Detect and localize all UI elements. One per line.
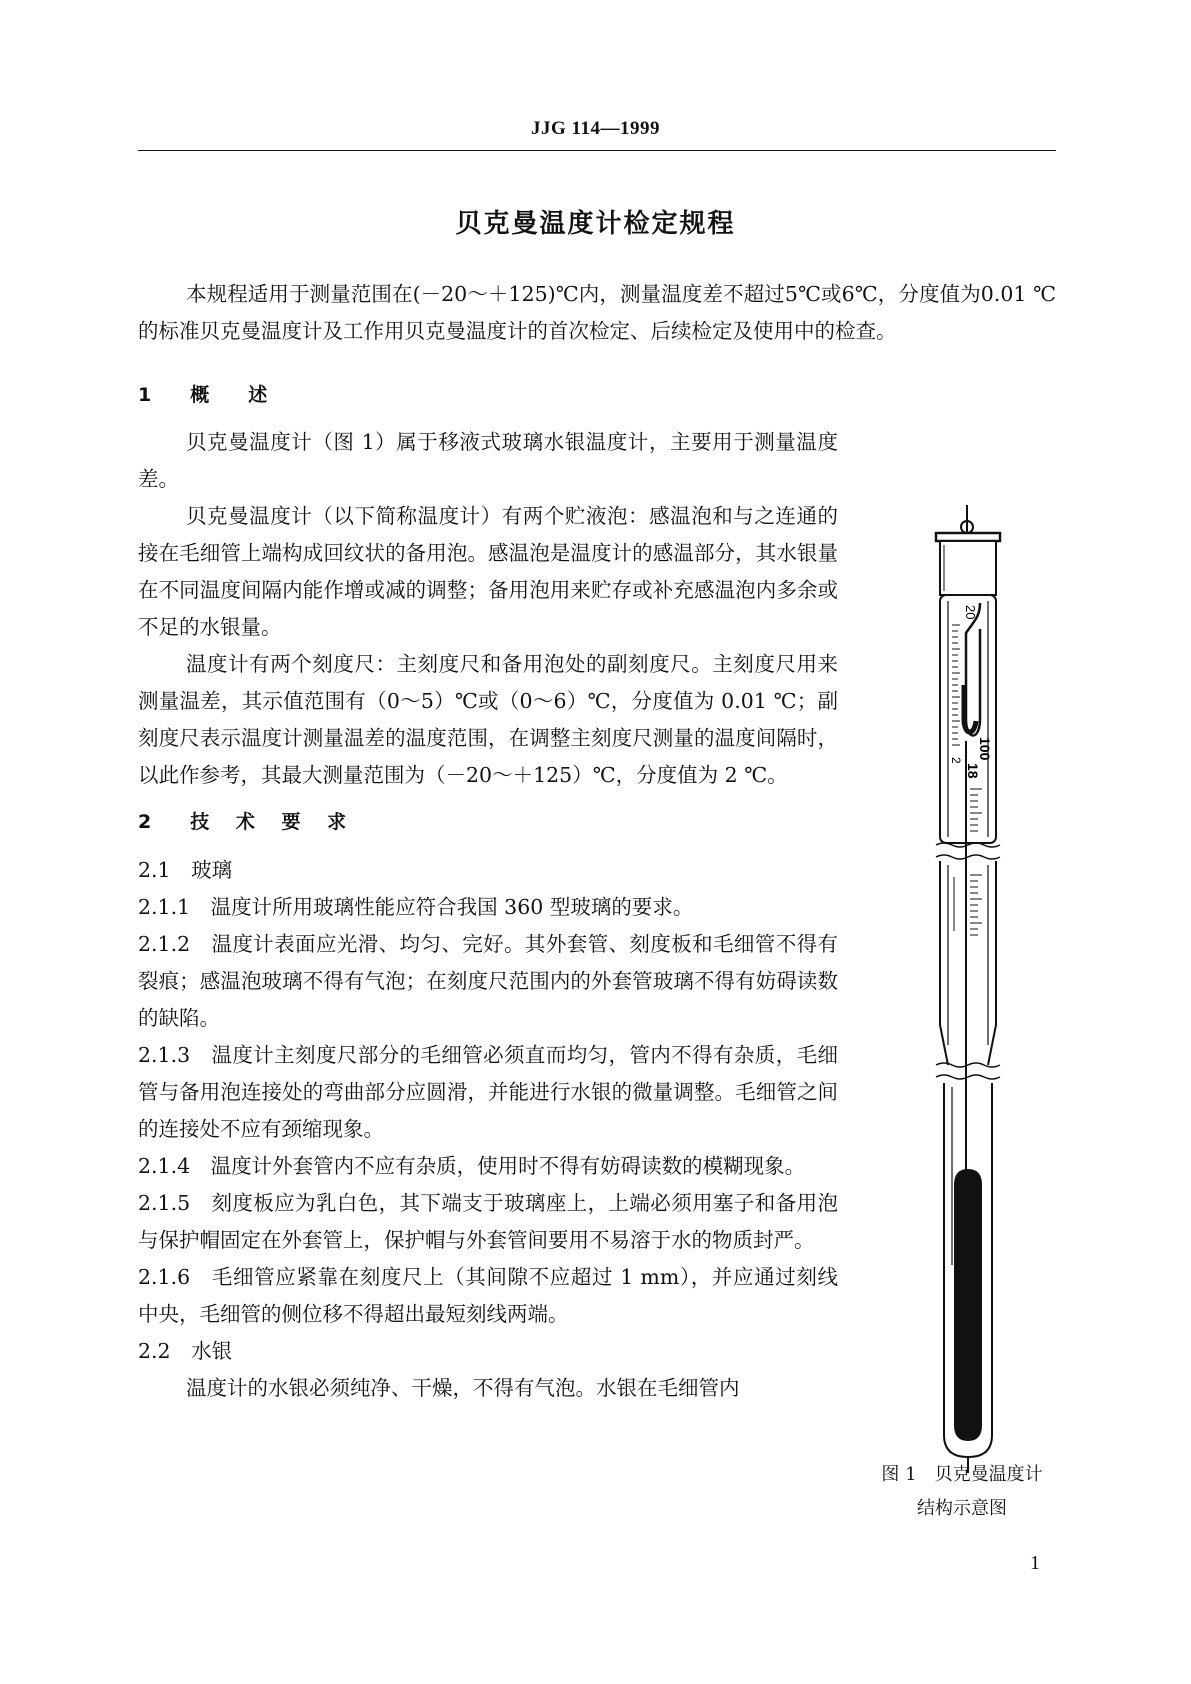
section-1-paragraph: 贝克曼温度计（以下简称温度计）有两个贮液泡：感温泡和与之连通的接在毛细管上端构成回纹状的备用泡。感温泡是温度计的感温部分，其水银量在不同温度间隔内能作增或减的调整；备用泡用来贮存或补充感温泡内多余或不足的水银量。	[138, 504, 838, 639]
section-2-title: 2 技 术 要 求	[138, 811, 357, 833]
outer-jacket-middle	[940, 861, 996, 1065]
protective-cap	[936, 533, 1000, 595]
standard-code: JJG 114—1999	[531, 118, 660, 139]
figure-caption-line2: 结构示意图	[917, 1498, 1007, 1519]
section-1-title: 1 概 述	[138, 384, 278, 406]
clause-2-1-4: 2.1.4 温度计外套管内不应有杂质，使用时不得有妨碍读数的模糊现象。	[138, 1154, 806, 1178]
clause-2-1-6: 2.1.6 毛细管应紧靠在刻度尺上（其间隙不应超过 1 mm），并应通过刻线中央，毛细管的侧位移不得超出最短刻线两端。	[138, 1265, 838, 1326]
clause-2-1-3: 2.1.3 温度计主刻度尺部分的毛细管必须直而均匀，管内不得有杂质，毛细管与备用泡连接处的弯曲部分应圆滑，并能进行水银的微量调整。毛细管之间的连接处不应有颈缩现象。	[138, 1043, 838, 1141]
clause-2-1-2: 2.1.2 温度计表面应光滑、均匀、完好。其外套管、刻度板和毛细管不得有裂痕；感温泡玻璃不得有气泡；在刻度尺范围内的外套管玻璃不得有妨碍读数的缺陷。	[138, 932, 838, 1030]
section-1-body	[138, 424, 838, 794]
scale-label-low-b: 2	[949, 757, 963, 764]
intro-paragraph: 本规程适用于测量范围在(－20～＋125)℃内，测量温度差不超过5℃或6℃，分度值为0.01 ℃的标准贝克曼温度计及工作用贝克曼温度计的首次检定、后续检定及使用中的检查。	[138, 282, 1056, 343]
beckmann-thermometer-figure	[900, 505, 1030, 1473]
section-1-paragraph: 温度计有两个刻度尺：主刻度尺和备用泡处的副刻度尺。主刻度尺用来测量温差，其示值范围有（0～5）℃或（0～6）℃，分度值为 0.01 ℃；副刻度尺表示温度计测量温差的温度范围，在调整主刻度尺测量的温度间隔时，以此作参考，其最大测量范围为（－20～＋125）℃，分度值为 2 ℃。	[138, 652, 838, 787]
section-2-body	[138, 852, 838, 1407]
scale-label-top: 20	[963, 605, 978, 620]
scale-break-lower	[936, 1063, 1000, 1079]
section-1-paragraph: 贝克曼温度计（图 1）属于移液式玻璃水银温度计，主要用于测量温度差。	[138, 430, 838, 491]
suspension-hook	[961, 505, 973, 533]
scale-label-low-a: 18	[965, 763, 981, 779]
clause-2-1-1: 2.1.1 温度计所用玻璃性能应符合我国 360 型玻璃的要求。	[138, 895, 694, 919]
header-rule	[138, 150, 1056, 151]
clause-2-2: 2.2 水银	[138, 1339, 233, 1363]
scale-break-upper	[936, 843, 1000, 859]
clause-2-1-5: 2.1.5 刻度板应为乳白色，其下端支于玻璃座上，上端必须用塞子和备用泡与保护帽固定在外套管上，保护帽与外套管间要用不易溶于水的物质封严。	[138, 1191, 838, 1252]
clause-2-1: 2.1 玻璃	[138, 858, 233, 882]
sensing-bulb	[954, 1169, 982, 1441]
page-number: 1	[1030, 1552, 1040, 1574]
clause-2-2-paragraph: 温度计的水银必须纯净、干燥，不得有气泡。水银在毛细管内	[186, 1376, 740, 1400]
figure-caption	[852, 1458, 1072, 1526]
figure-caption-line1: 图 1 贝克曼温度计	[881, 1464, 1043, 1485]
scale-label-mid: 100	[977, 737, 993, 761]
document-title: 贝克曼温度计检定规程	[455, 209, 736, 239]
